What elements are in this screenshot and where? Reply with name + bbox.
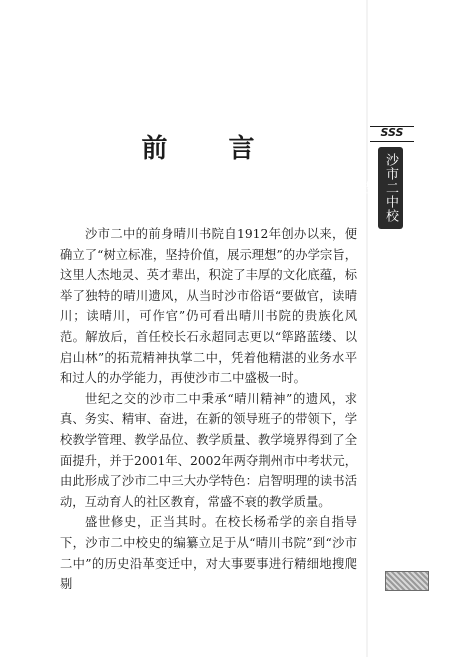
edge-tab-label: 沙市二中校志 xyxy=(358,153,398,223)
edge-logo-text: SSS xyxy=(380,126,404,139)
paragraph-1: 沙市二中的前身晴川书院自1912年创办以来，便确立了“树立标准，坚持价值，展示理想”的办学宗旨，这里人杰地灵、英才辈出，积淀了丰厚的文化底蕴，标举了独特的晴川遗风，从当时沙市俗语“要做官，读晴川；读晴川，可作官”仍可看出晴川书院的贵族化风范。解放后，首任校长石永超同志更以“筚路蓝缕、以启山林”的拓荒精神执掌二中，凭着他精湛的业务水平和过人的办学能力，再使沙市二中盛极一时。 xyxy=(60,227,357,386)
paragraph-3: 盛世修史，正当其时。在校长杨希学的亲自指导下，沙市二中校史的编纂立足于从“晴川书院”到“沙市二中”的历史沿革变迁中，对大事要事进行精细地搜爬剔 xyxy=(60,515,357,592)
page-edge-strip xyxy=(366,0,368,657)
body-text xyxy=(60,224,357,595)
paragraph-2: 世纪之交的沙市二中秉承“晴川精神”的遗风，求真、务实、精审、奋进，在新的领导班子的带领下，学校教学管理、教学品位、教学质量、教学境界得到了全面提升，并于2001年、2002年两夺荆州市中考状元，由此形成了沙市二中三大办学特色：启智明理的读书活动，互动育人的社区教育，常盛不衰的教学质量。 xyxy=(60,391,357,509)
edge-bottom-mark xyxy=(385,571,429,591)
page-title: 前 言 xyxy=(141,134,281,164)
